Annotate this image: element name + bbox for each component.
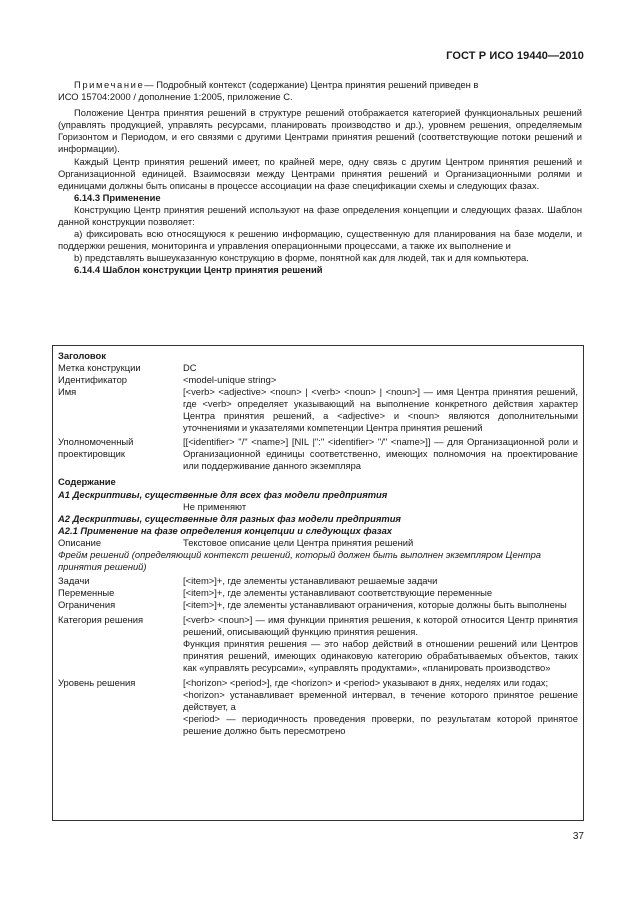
table-row: [58, 436, 578, 472]
row-label: Уполномоченный проектировщик: [58, 436, 134, 460]
row-label: Переменные: [58, 586, 115, 598]
row-label: Уровень решения: [58, 677, 136, 689]
table-row: [58, 537, 578, 549]
standard-header: ГОСТ Р ИСО 19440—2010: [446, 50, 584, 62]
row-label: Описание: [58, 536, 102, 548]
table-row: [58, 614, 578, 674]
table-row: [58, 587, 578, 599]
a2-heading: A2 Дескриптивы, существенные для разных фаз модели предприятия: [58, 512, 401, 524]
frame-text: Фрейм решений (определяющий контекст решений, который должен быть выполнен экземпляром Центра принятия решений): [58, 548, 542, 572]
table-row: [58, 501, 578, 513]
row-label: Метка конструкции: [58, 362, 141, 374]
section-title-6-14-3: 6.14.3 Применение: [74, 191, 161, 203]
table-row: [58, 575, 578, 587]
row-value: DC: [183, 362, 197, 374]
section-title-6-14-4: 6.14.4 Шаблон конструкции Центр принятия решений: [74, 264, 323, 276]
body-text: [58, 79, 582, 277]
row-label: Категория решения: [58, 613, 144, 625]
table-row: [58, 677, 578, 737]
row-value: [183, 677, 578, 737]
level-value-1: [<horizon> <period>], где <horizon> и <period> указывают в днях, неделях или годах;: [183, 677, 549, 689]
a1-heading: A1 Дескриптивы, существенные для всех фаз модели предприятия: [58, 488, 388, 500]
table-row: [58, 599, 578, 611]
row-value: [<verb> <adjective> <noun> | <verb> <noun> | <noun>] — имя Центра принятия решений, где <verb> определяет указывающий на выполнение конкретного действия характер Центра принятия решений, а <adjective> и <noun> являются дополнительными уточнениями и указателями компетенции Центра принятия решений: [183, 386, 578, 434]
table-row: [58, 386, 578, 434]
row-value: <model-unique string>: [183, 374, 277, 386]
note-line2: ИСО 15704:2000 / дополнение 1:2005, приложение С.: [58, 91, 293, 103]
level-value-2: <horizon> устанавливает временной интервал, в течение которого принятое решение действует, а: [183, 689, 578, 713]
note-label: Примечание: [74, 79, 145, 90]
note: [58, 79, 582, 91]
row-value: [<item>]+, где элементы устанавливают ограничения, которые должны быть выполнены: [183, 598, 567, 610]
row-value: [<item>]+, где элементы устанавливают соответствующие переменные: [183, 586, 493, 598]
row-value: [[<identifier> "/" <name>] [NIL |":" <identifier> "/" <name>]] — для Организационной роли и Организационной единицы соответственно, имеющих полномочия на проектирование или поддерживание данного экземпляра: [183, 436, 578, 472]
row-label: Задачи: [58, 574, 90, 586]
section-intro: Конструкцию Центр принятия решений используют на фазе определения концепции и следующих фазах. Шаблон данной конструкции позволяет:: [58, 203, 582, 228]
level-value-3: <period> — периодичность проведения проверки, по результатам которой принятое решение должно быть пересмотрено: [183, 713, 578, 737]
list-item-b: b) представлять вышеуказанную конструкцию в форме, понятной как для людей, так и для компьютера.: [74, 252, 529, 264]
row-label: Имя: [58, 386, 77, 398]
content-heading: Содержание: [58, 476, 116, 488]
table-row: [58, 362, 578, 374]
page-number: 37: [572, 831, 584, 842]
table-row: [58, 374, 578, 386]
row-value: [183, 614, 578, 674]
row-value: Не применяют: [183, 500, 247, 512]
paragraph-1: Положение Центра принятия решений в структуре решений отображается категорией функциональных решений (управлять продукцией, управлять ресурсами, планировать производство и др.), уровнем решения, определяемым Горизонтом и Периодом, и его связями с другими Центрами принятия решений (соответствующие потоки решений и информации).: [58, 107, 582, 155]
template-table: [58, 350, 578, 737]
row-value: Текстовое описание цели Центра принятия решений: [183, 536, 414, 548]
note-line1: — Подробный контекст (содержание) Центра принятия решений приведен в: [144, 79, 479, 90]
list-item-a: a) фиксировать всю относящуюся к решению информацию, существенную для планирования на базе модели, и поддержки решения, мониторинга и управления операционными процессами, а также их выполнение и: [58, 228, 582, 252]
row-label: Ограничения: [58, 598, 116, 610]
row-label: Идентификатор: [58, 374, 128, 386]
cat-value-1: [<verb> <noun>] — имя функции принятия решения, к которой относится Центр принятия решений, описывающий функцию принятия решения.: [183, 613, 578, 638]
template-heading: Заголовок: [58, 350, 106, 361]
paragraph-2: Каждый Центр принятия решений имеет, по крайней мере, одну связь с другим Центром принятия решений и Организационной единицей. Взаимосвязи между Центрами принятия решений и Организационными ролями и единицами должны быть описаны в процессе ассоциации на фазе спецификации схемы и следующих фазах.: [58, 155, 582, 191]
cat-value-2: Функция принятия решения — это набор действий в отношении решений или Центров принятия решений, имеющих одинаковую категорию обрабатываемых объектов, таких как «управлять ресурсами», «управлять продуктами», «планировать производство»: [183, 638, 578, 674]
a21-heading: A2.1 Применение на фазе определения концепции и следующих фазах: [58, 524, 392, 536]
row-value: [<item>]+, где элементы устанавливают решаемые задачи: [183, 574, 438, 586]
